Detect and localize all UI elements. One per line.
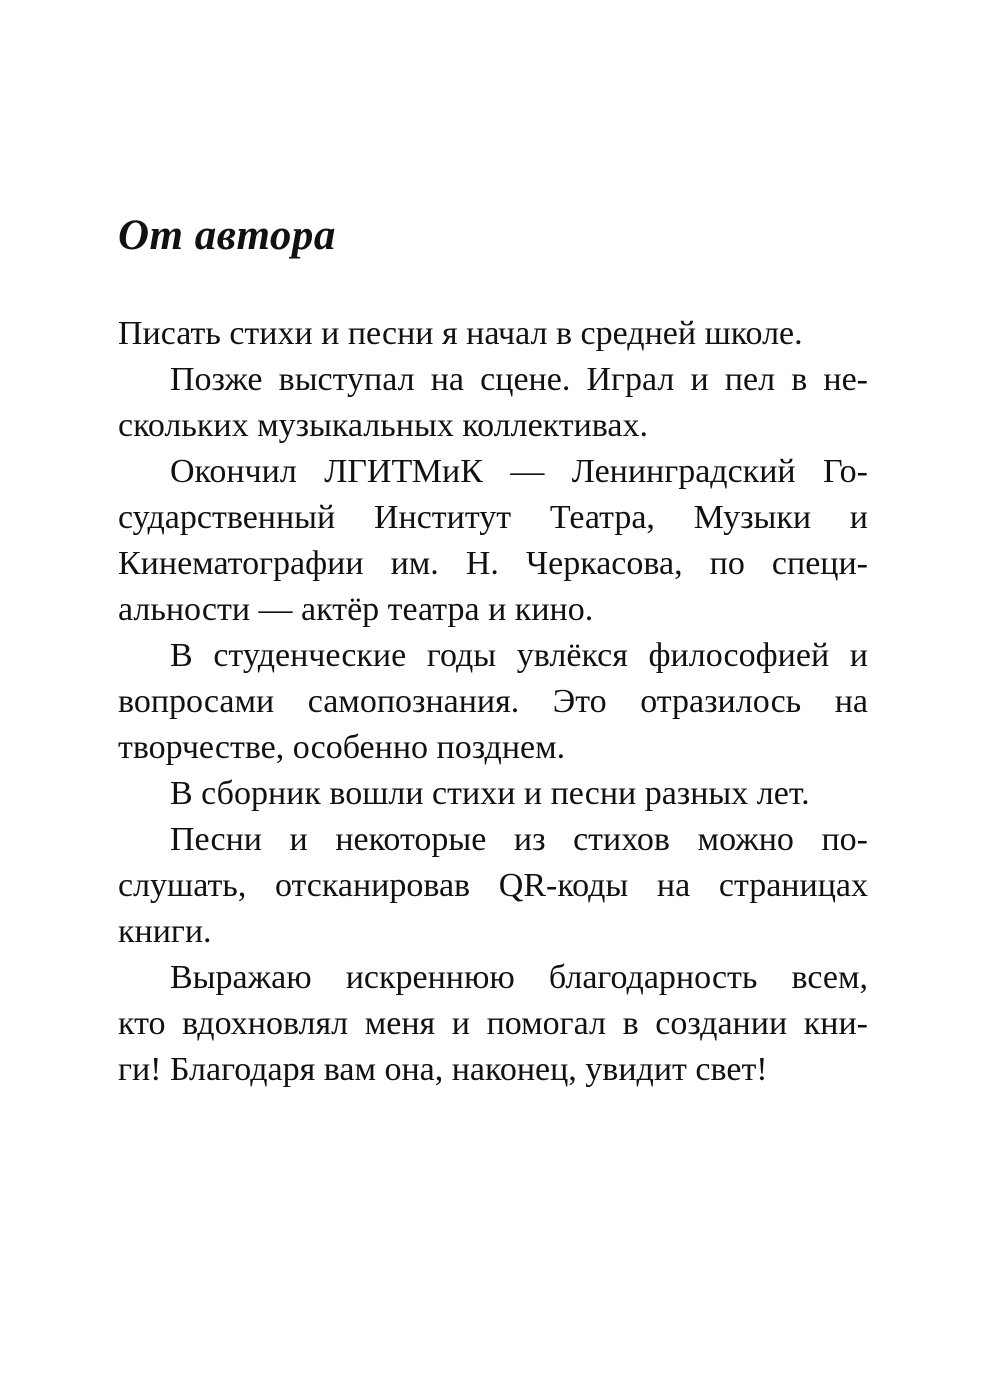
text-line: В сборник вошли стихи и песни разных лет. xyxy=(170,775,810,812)
text-line: творчестве, особенно позднем. xyxy=(118,729,566,766)
text-line: Выражаю искреннюю благодарность всем, xyxy=(170,959,868,996)
text-line: вопросами самопознания. Это отразилось на xyxy=(118,683,868,720)
text-line: Кинематографии им. Н. Черкасова, по специ- xyxy=(118,545,868,582)
text-line: ги! Благодаря вам она, наконец, увидит свет! xyxy=(118,1051,768,1088)
text-line: книги. xyxy=(118,913,212,950)
text-line: Песни и некоторые из стихов можно по- xyxy=(170,821,868,858)
text-line: альности — актёр театра и кино. xyxy=(118,591,594,628)
text-line: слушать, отсканировав QR-коды на страницах xyxy=(118,867,868,904)
text-line: Писать стихи и песни я начал в средней школе. xyxy=(118,315,803,352)
preface-text xyxy=(118,311,868,1093)
text-line: кто вдохновлял меня и помогал в создании кни- xyxy=(118,1005,868,1042)
text-line: сударственный Институт Театра, Музыки и xyxy=(118,499,868,536)
text-line: скольких музыкальных коллективах. xyxy=(118,407,649,444)
text-line: Позже выступал на сцене. Играл и пел в не- xyxy=(170,361,868,398)
page-title: От автора xyxy=(118,212,336,259)
text-line: В студенческие годы увлёкся философией и xyxy=(170,637,868,674)
text-line: Окончил ЛГИТМиК — Ленинградский Го- xyxy=(170,453,868,490)
